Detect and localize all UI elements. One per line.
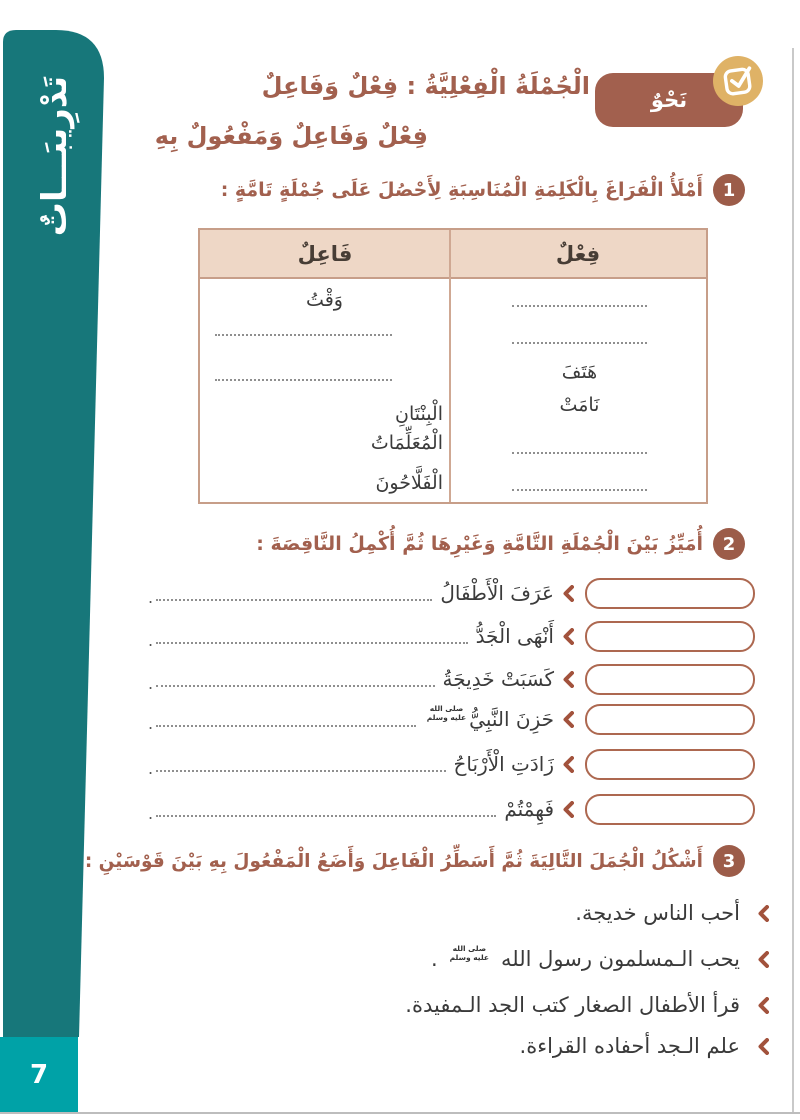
verb-entry: نَامَتْ [559, 394, 600, 416]
check-icon [712, 55, 764, 107]
exercise-3-prompt: أَشْكُلُ الْجُمَلَ التَّالِيَةَ ثُمَّ أَسَطِّرُ الْفَاعِلَ وَأَضَعُ الْمَفْعُولَ بِهِ بَيْنَ قَوْسَيْنِ : [84, 850, 703, 872]
exercise-2-prompt: أُمَيِّزُ بَيْنَ الْجُمْلَةِ التَّامَّةِ وَغَيْرِهَا ثُمَّ أُكْمِلُ النَّاقِصَةَ : [256, 533, 703, 555]
answer-blank[interactable] [512, 452, 647, 454]
chevron-icon [756, 951, 769, 968]
page-number-block [0, 1037, 78, 1112]
chevron-icon [561, 801, 574, 818]
chevron-icon [756, 905, 769, 922]
pbuh-line: صلى الله [429, 704, 464, 714]
period-mark: . [148, 673, 154, 693]
sentence-text: أحب الناس خديجة. [575, 901, 740, 925]
pbuh-line: عليه وسلم [426, 713, 467, 722]
chevron-icon [561, 585, 574, 602]
pbuh-symbol [450, 945, 489, 962]
exercise-3-heading [85, 845, 745, 877]
answer-blank[interactable] [156, 599, 432, 601]
exercise-2-number-badge: 2 [713, 528, 745, 560]
sidebar-vertical-label: تَدْرِيبَـــاتٌ [35, 75, 75, 237]
answer-blank[interactable] [512, 305, 647, 307]
period-mark: . [148, 713, 154, 733]
answer-blank[interactable] [215, 379, 392, 381]
sentence-row [148, 620, 755, 652]
answer-blank[interactable] [156, 685, 434, 687]
sentence-row [575, 901, 780, 925]
subject-entry: الْبِنْتَانِ [394, 403, 443, 425]
exercise-1-number-badge: 1 [713, 174, 745, 206]
answer-box[interactable] [585, 621, 755, 652]
exercise-1-prompt: أَمْلَأُ الْفَرَاغَ بِالْكَلِمَةِ الْمُنَاسِبَةِ لِأَحْصُلَ عَلَى جُمْلَةٍ تَامَّةٍ : [220, 179, 703, 201]
sentence-text: يحب الـمسلمون رسول الله [501, 947, 740, 971]
chevron-icon [756, 997, 769, 1014]
subject-entry: وَقْتُ [306, 289, 343, 311]
lesson-title-line-1: الْجُمْلَةُ الْفِعْلِيَّةُ : فِعْلٌ وَفَاعِلٌ [261, 72, 590, 100]
fill-table-header [200, 230, 706, 279]
column-divider [449, 230, 451, 502]
answer-blank[interactable] [215, 334, 392, 336]
period-mark: . [148, 803, 154, 823]
sentence-text: قرأ الأطفال الصغار كتب الجد الـمفيدة. [405, 993, 740, 1017]
period-mark: . [148, 630, 154, 650]
sentence-text: أَنْهَى الْجَدُّ [475, 624, 554, 648]
sentence-text: زَادَتِ الْأَرْبَاحُ [453, 752, 554, 776]
answer-box[interactable] [585, 578, 755, 609]
period-mark: . [148, 587, 154, 607]
chevron-icon [561, 671, 574, 688]
page-right-edge [792, 48, 794, 1112]
chevron-icon [561, 711, 574, 728]
sentence-text: عَرَفَ الْأَطْفَالُ [440, 581, 554, 605]
sentence-suffix: . [430, 947, 438, 971]
verb-entry: هَتَفَ [561, 361, 598, 383]
exercise-2-heading [256, 528, 745, 560]
answer-blank[interactable] [156, 770, 445, 772]
answer-blank[interactable] [156, 642, 467, 644]
exercise-3-number-badge: 3 [713, 845, 745, 877]
sentence-text: علم الـجد أحفاده القراءة. [519, 1034, 740, 1058]
verb-column-header: فِعْلٌ [555, 241, 601, 266]
sentence-row [148, 663, 755, 695]
chevron-icon [756, 1038, 769, 1055]
exercise-1-heading [221, 174, 745, 206]
pbuh-line: عليه وسلم [449, 953, 490, 962]
answer-box[interactable] [585, 664, 755, 695]
sentence-row [148, 748, 755, 780]
sentence-text: كَسَبَتْ خَدِيجَةُ [442, 667, 554, 691]
sentence-row [405, 993, 780, 1017]
answer-box[interactable] [585, 794, 755, 825]
chevron-icon [561, 628, 574, 645]
answer-box[interactable] [585, 749, 755, 780]
page-bottom-edge [0, 1112, 800, 1114]
chevron-icon [561, 756, 574, 773]
pbuh-symbol [427, 705, 466, 722]
answer-blank[interactable] [156, 725, 416, 727]
subject-column-header: فَاعِلٌ [297, 241, 353, 266]
sentence-row [430, 944, 780, 971]
sentence-row [148, 703, 755, 735]
sentence-row [520, 1034, 780, 1058]
answer-blank[interactable] [156, 815, 496, 817]
period-mark: . [148, 758, 154, 778]
answer-blank[interactable] [512, 489, 647, 491]
page-number: 7 [29, 1059, 49, 1090]
fill-table [198, 228, 708, 504]
sentence-row [148, 793, 755, 825]
sentence-text: فَهِمْتُمْ [504, 797, 554, 821]
sentence-text: حَزِنَ النَّبِيُّ [469, 707, 554, 731]
answer-box[interactable] [585, 704, 755, 735]
lesson-title-line-2: فِعْلٌ وَفَاعِلٌ وَمَفْعُولٌ بِهِ [154, 122, 428, 150]
answer-blank[interactable] [512, 342, 647, 344]
subject-entry: الْفَلَّاحُونَ [375, 472, 443, 494]
subject-entry: الْمُعَلِّمَاتُ [370, 432, 443, 454]
topic-badge-label: نَحْوٌ [650, 88, 688, 112]
pbuh-line: صلى الله [452, 944, 487, 954]
sentence-row [148, 577, 755, 609]
